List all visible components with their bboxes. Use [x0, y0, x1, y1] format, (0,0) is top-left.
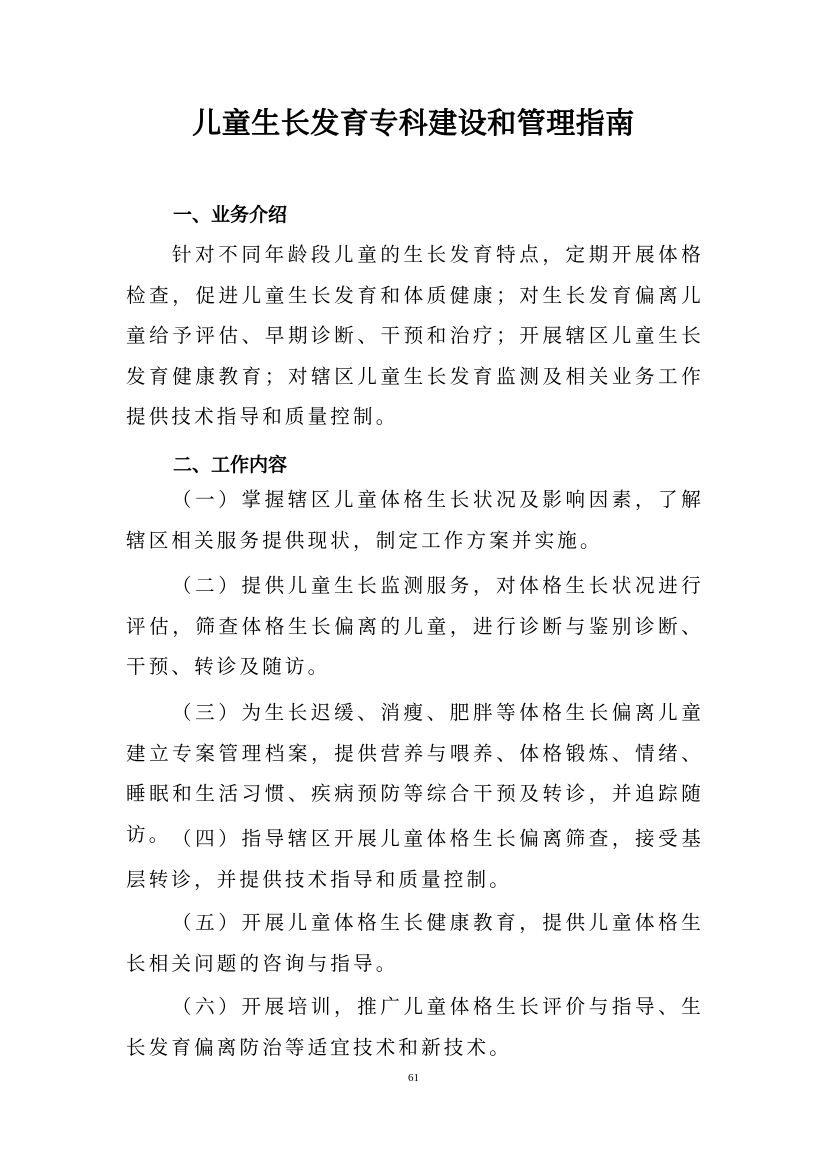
paragraph-work-item-6: （六）开展培训，推广儿童体格生长评价与指导、生长发育偏离防治等适宜技术和新技术。	[126, 995, 704, 1059]
section-heading-work-content: 二、工作内容	[173, 454, 288, 476]
paragraph-work-item-5: （五）开展儿童体格生长健康教育，提供儿童体格生长相关问题的咨询与指导。	[126, 911, 704, 975]
paragraph-work-item-2: （二）提供儿童生长监测服务，对体格生长状况进行评估，筛查体格生长偏离的儿童，进行诊断与鉴别诊断、干预、转诊及随访。	[126, 574, 704, 679]
paragraph-business-intro: 针对不同年龄段儿童的生长发育特点，定期开展体格检查，促进儿童生长发育和体质健康；对生长发育偏离儿童给予评估、早期诊断、干预和治疗；开展辖区儿童生长发育健康教育；对辖区儿童生长发育监测及相关业务工作提供技术指导和质量控制。	[126, 243, 704, 429]
paragraph-work-item-1: （一）掌握辖区儿童体格生长状况及影响因素，了解辖区相关服务提供现状，制定工作方案并实施。	[126, 488, 704, 552]
document-title: 儿童生长发育专科建设和管理指南	[192, 106, 635, 140]
page-number: 61	[408, 1072, 419, 1084]
paragraph-work-item-3: （三）为生长迟缓、消瘦、肥胖等体格生长偏离儿童建立专案管理档案，提供营养与喂养、体格锻炼、情绪、睡眠和生活习惯、疾病预防等综合干预及转诊，并追踪随访。	[126, 701, 704, 846]
section-heading-business-intro: 一、业务介绍	[173, 204, 288, 226]
paragraph-work-item-4: （四）指导辖区开展儿童体格生长偏离筛查，接受基层转诊，并提供技术指导和质量控制。	[126, 827, 704, 891]
